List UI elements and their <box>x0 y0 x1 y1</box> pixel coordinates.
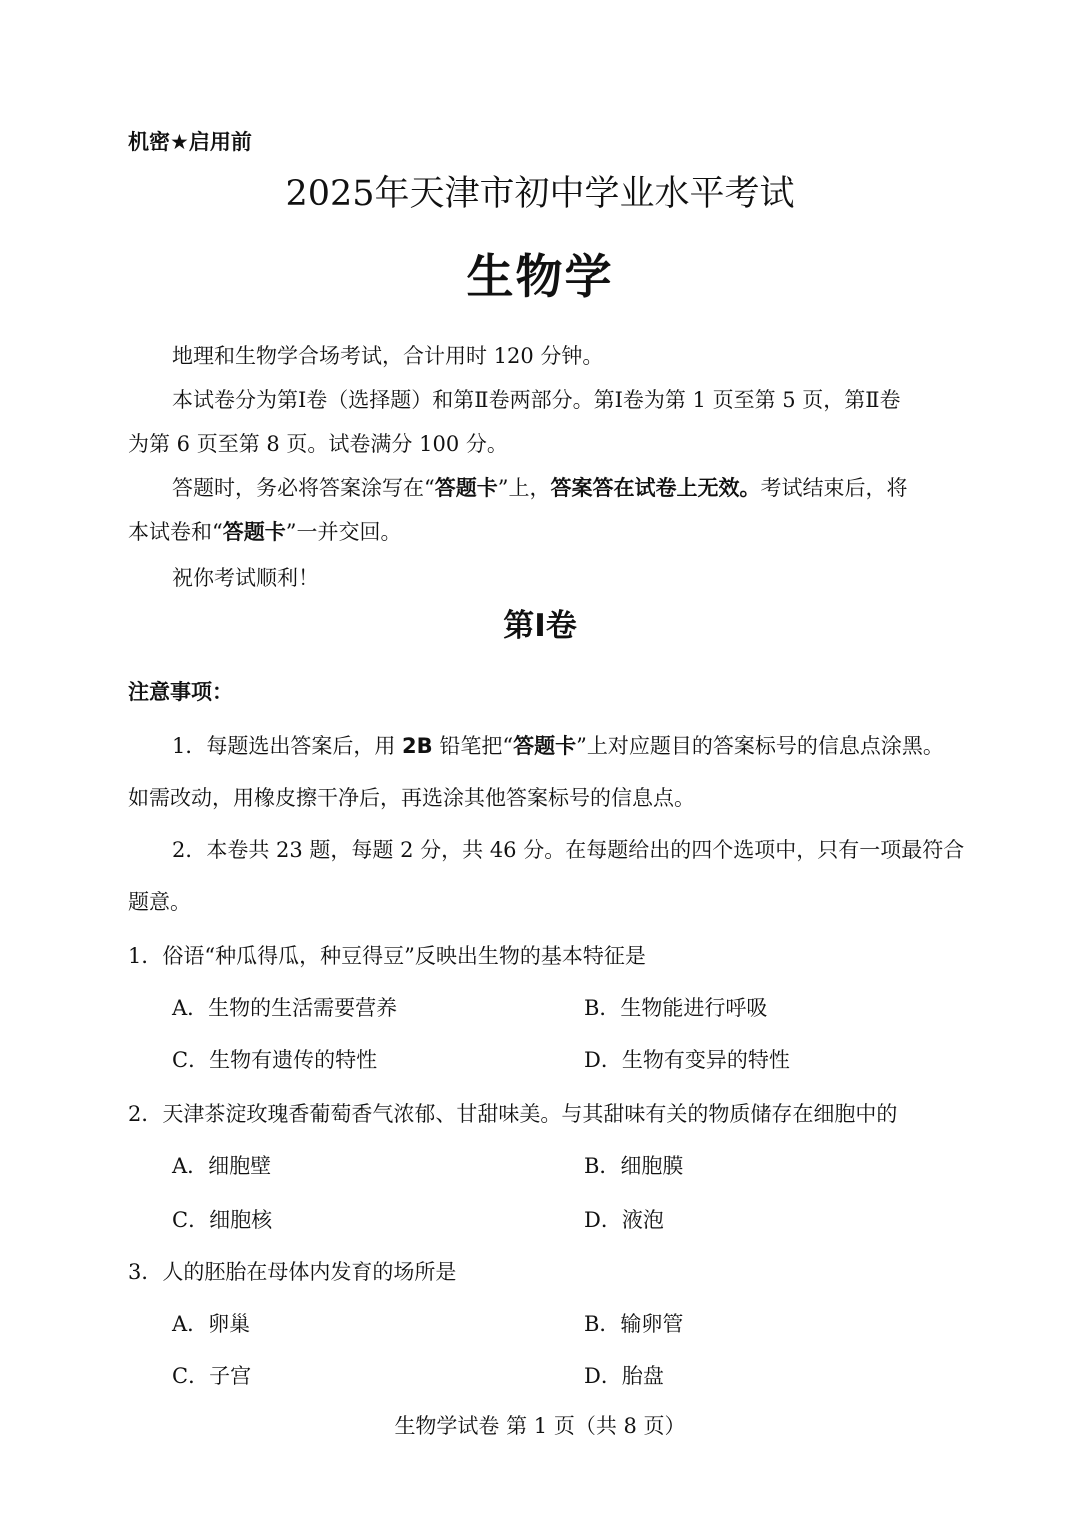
intro-line-1: 地理和生物学合场考试，合计用时 120 分钟。 <box>172 344 604 368</box>
intro-line-4-a: 答题时，务必将答案涂写在“ <box>172 476 435 500</box>
question-2-option-d: D．液泡 <box>584 1208 664 1232</box>
question-3-option-c: C．子宫 <box>172 1364 252 1388</box>
answer-card-term: 答题卡 <box>434 476 498 500</box>
good-luck-line: 祝你考试顺利！ <box>172 566 319 590</box>
note-2: 2．本卷共 23 题，每题 2 分，共 46 分。在每题给出的四个选项中，只有一项最符合 <box>172 838 965 862</box>
question-1-option-a: A．生物的生活需要营养 <box>172 996 398 1020</box>
question-3-option-d: D．胎盘 <box>584 1364 664 1388</box>
answer-card-term-2: 答题卡 <box>222 520 286 544</box>
question-3-option-b: B．输卵管 <box>584 1312 684 1336</box>
confidential-mark: 机密★启用前 <box>128 130 252 154</box>
intro-line-3: 为第 6 页至第 8 页。试卷满分 100 分。 <box>128 432 508 456</box>
intro-line-5-c: ”一并交回。 <box>285 520 402 544</box>
page-footer: 生物学试卷 第 1 页（共 8 页） <box>394 1414 686 1438</box>
pencil-type: 2B <box>402 734 433 758</box>
note-1-e: ”上对应题目的答案标号的信息点涂黑。 <box>576 734 944 758</box>
intro-line-4-c: ”上， <box>497 476 551 500</box>
question-1-option-b: B．生物能进行呼吸 <box>584 996 768 1020</box>
question-1-stem: 1．俗语“种瓜得瓜，种豆得豆”反映出生物的基本特征是 <box>128 944 646 968</box>
intro-line-2: 本试卷分为第Ⅰ卷（选择题）和第Ⅱ卷两部分。第Ⅰ卷为第 1 页至第 5 页，第Ⅱ卷 <box>172 388 901 412</box>
intro-line-5 <box>128 516 402 546</box>
question-2-option-c: C．细胞核 <box>172 1208 273 1232</box>
question-3-option-a: A．卵巢 <box>172 1312 251 1336</box>
note-1-c: 铅笔把“ <box>432 734 514 758</box>
note-1-line-2: 如需改动，用橡皮擦干净后，再选涂其他答案标号的信息点。 <box>128 786 695 810</box>
invalid-answer-warning: 答案答在试卷上无效。 <box>550 476 761 500</box>
question-2-option-b: B．细胞膜 <box>584 1154 684 1178</box>
note-2-line-2: 题意。 <box>128 890 191 914</box>
question-3-stem: 3．人的胚胎在母体内发育的场所是 <box>128 1260 457 1284</box>
intro-line-4-e: 考试结束后，将 <box>760 476 908 500</box>
notes-heading: 注意事项： <box>128 680 233 704</box>
answer-card-term-3: 答题卡 <box>513 734 577 758</box>
subject-title: 生物学 <box>466 250 614 305</box>
question-2-stem: 2．天津茶淀玫瑰香葡萄香气浓郁、甘甜味美。与其甜味有关的物质储存在细胞中的 <box>128 1102 898 1126</box>
question-1-option-d: D．生物有变异的特性 <box>584 1048 790 1072</box>
note-1 <box>172 730 944 760</box>
section-title: 第Ⅰ卷 <box>503 608 577 644</box>
intro-line-5-a: 本试卷和“ <box>128 520 223 544</box>
question-1-option-c: C．生物有遗传的特性 <box>172 1048 378 1072</box>
question-2-option-a: A．细胞壁 <box>172 1154 272 1178</box>
exam-title: 2025年天津市初中学业水平考试 <box>285 174 795 214</box>
note-1-a: 1．每题选出答案后，用 <box>172 734 403 758</box>
intro-line-4 <box>172 472 908 502</box>
